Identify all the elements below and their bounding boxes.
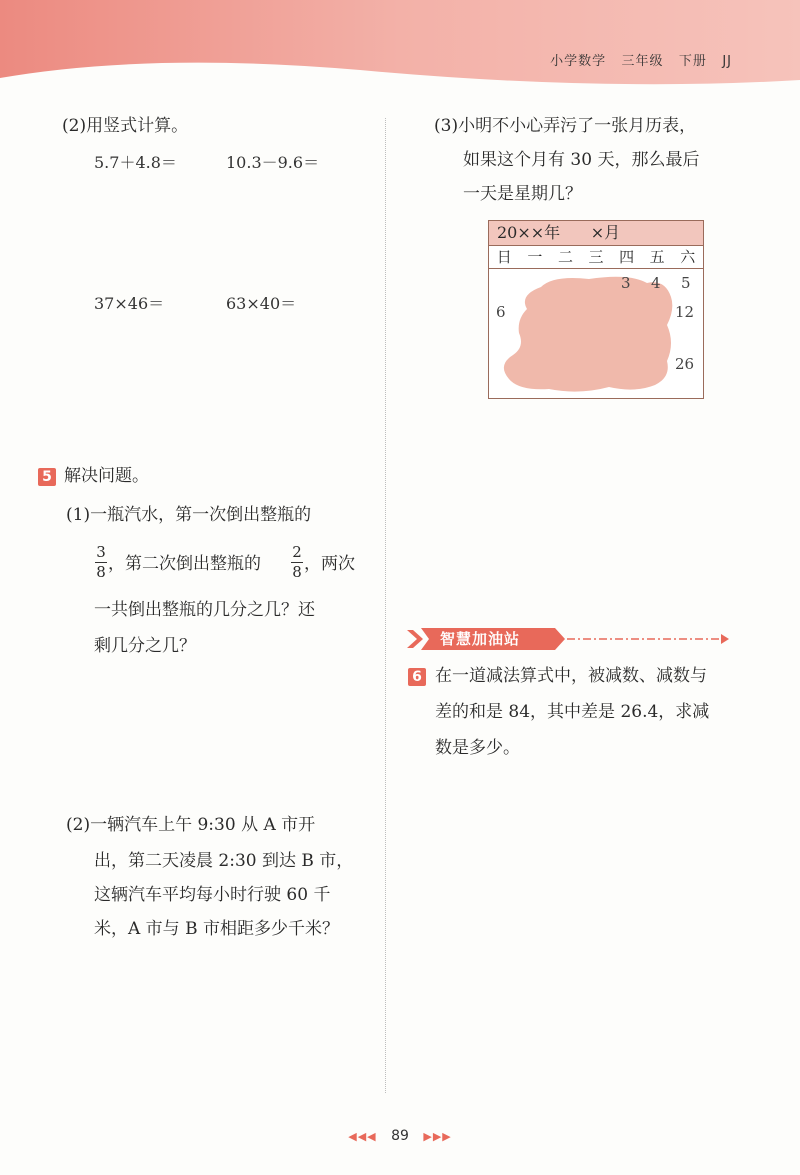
calendar-num-5: 5: [681, 274, 691, 292]
calendar: [488, 220, 704, 399]
s6-line2: 差的和是 84，其中差是 26.4，求减: [435, 702, 710, 722]
weekday-fri: 五: [649, 248, 665, 266]
weekday-sat: 六: [680, 248, 696, 266]
fraction-2-8: [291, 544, 303, 581]
p1-line2-mid: ，第二次倒出整瓶的: [108, 554, 261, 574]
calendar-num-12: 12: [675, 303, 695, 321]
section-5-title: 解决问题。: [64, 466, 149, 486]
weekday-tue: 二: [557, 248, 573, 266]
page-footer: [0, 1128, 800, 1144]
page-number: 89: [391, 1128, 409, 1144]
frac2-numerator: 2: [292, 543, 302, 561]
calendar-num-6: 6: [496, 303, 506, 321]
p2-line4: 米，A 市与 B 市相距多少千米？: [94, 919, 339, 939]
left-arrows-icon: ◀◀◀: [348, 1130, 377, 1143]
calendar-header: 20××年 ×月: [489, 221, 703, 246]
frac1-denominator: 8: [96, 563, 106, 581]
q3-line1: (3)小明不小心弄污了一张月历表，: [434, 116, 697, 136]
calendar-num-26: 26: [675, 355, 695, 373]
s6-line1: 在一道减法算式中，被减数、减数与: [435, 666, 707, 686]
p1-line1: (1)一瓶汽水，第一次倒出整瓶的: [66, 505, 312, 525]
q3-line2: 如果这个月有 30 天，那么最后: [463, 150, 700, 170]
q3-line3: 一天是星期几？: [463, 184, 582, 204]
p2-line1: (2)一辆汽车上午 9:30 从 A 市开: [66, 815, 316, 835]
column-divider: [385, 118, 386, 1093]
p1-line4: 剩几分之几？: [94, 636, 196, 656]
weekday-thu: 四: [619, 248, 635, 266]
weekday-mon: 一: [527, 248, 543, 266]
weekday-wed: 三: [588, 248, 604, 266]
right-arrows-icon: ▶▶▶: [423, 1130, 452, 1143]
calendar-num-3: 3: [621, 274, 631, 292]
section-6-badge: 6: [408, 668, 426, 686]
calendar-num-4: 4: [651, 274, 661, 292]
section-5-badge: 5: [38, 468, 56, 486]
frac2-denominator: 8: [292, 563, 302, 581]
fraction-3-8: [95, 544, 107, 581]
calc-2: 10.3－9.6＝: [226, 153, 320, 172]
calc-1: 5.7＋4.8＝: [94, 153, 177, 172]
book-info: 小学数学 三年级 下册 JJ: [550, 54, 732, 69]
calendar-weekdays: [489, 246, 703, 269]
calc-4: 63×40＝: [226, 294, 297, 313]
q2-title: (2)用竖式计算。: [62, 116, 189, 136]
tips-banner-label: 智慧加油站: [440, 630, 521, 648]
calc-3: 37×46＝: [94, 294, 165, 313]
s6-line3: 数是多少。: [435, 738, 520, 758]
p1-line2-tail: ，两次: [304, 554, 355, 574]
weekday-sun: 日: [496, 248, 512, 266]
p2-line3: 这辆汽车平均每小时行驶 60 千: [94, 885, 331, 905]
p2-line2: 出，第二天凌晨 2:30 到达 B 市，: [94, 851, 354, 871]
frac1-numerator: 3: [96, 543, 106, 561]
ink-stain: [489, 269, 703, 397]
p1-line3: 一共倒出整瓶的几分之几？还: [94, 600, 315, 620]
